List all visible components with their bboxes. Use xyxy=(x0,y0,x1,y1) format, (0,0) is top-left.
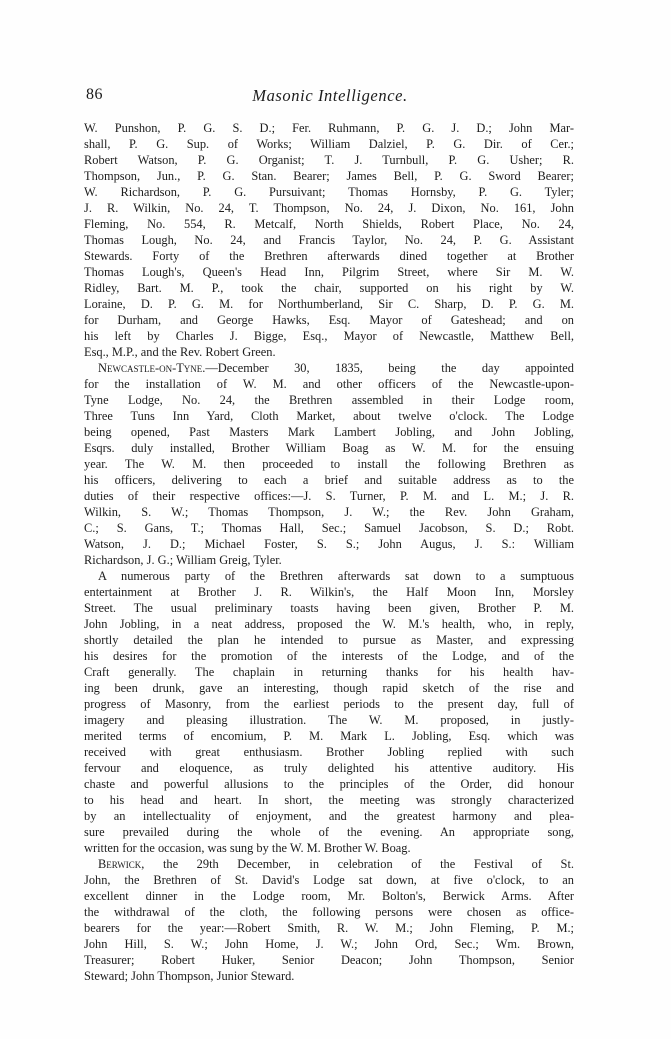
text-line: merited terms of encomium, P. M. Mark L. Jobling, Esq. which was xyxy=(84,729,574,743)
text-line: his desires for the promotion of the interests of the Lodge, and of the xyxy=(84,649,574,663)
text-line: shortly detailed the plan he intended to pursue as Master, and expressing xyxy=(84,633,574,647)
page-number: 86 xyxy=(86,86,103,103)
text-line: Esqrs. duly installed, Brother William Boag as W. M. for the ensuing xyxy=(84,441,574,455)
text-line: received with great enthusiasm. Brother Jobling replied with such xyxy=(84,745,574,759)
text-line: duties of their respective offices:—J. S. Turner, P. M. and L. M.; J. R. xyxy=(84,489,574,503)
text-line: Watson, J. D.; Michael Foster, S. S.; John Augus, J. S.: William xyxy=(84,537,574,551)
text-line: his officers, delivering to each a brief and suitable address as to the xyxy=(84,473,574,487)
text-line: Richardson, J. G.; William Greig, Tyler. xyxy=(84,553,282,567)
text-line: Thomas Lough's, Queen's Head Inn, Pilgrim Street, where Sir M. W. xyxy=(84,265,574,279)
text-line: C.; S. Gans, T.; Thomas Hall, Sec.; Samuel Jacobson, S. D.; Robt. xyxy=(84,521,574,535)
text-line: Fleming, No. 554, R. Metcalf, North Shields, Robert Place, No. 24, xyxy=(84,217,574,231)
page-header xyxy=(86,86,574,110)
text-line: Newcastle-on-Tyne.—December 30, 1835, being the day appointed xyxy=(98,361,574,375)
paragraph-berwick xyxy=(84,856,574,984)
text-line: Wilkin, S. W.; Thomas Thompson, J. W.; the Rev. John Graham, xyxy=(84,505,574,519)
text-line: Thomas Lough, No. 24, and Francis Taylor, No. 24, P. G. Assistant xyxy=(84,233,574,247)
text-line: Berwick, the 29th December, in celebration of the Festival of St. xyxy=(98,857,574,871)
text-line: for the installation of W. M. and other officers of the Newcastle-upon- xyxy=(84,377,574,391)
text-line: fervour and eloquence, as truly delighted his attentive auditory. His xyxy=(84,761,574,775)
text-line: Craft generally. The chaplain in returning thanks for his health hav- xyxy=(84,665,574,679)
text-line: by an intellectuality of enjoyment, and the greatest harmony and plea- xyxy=(84,809,574,823)
text-line: W. Punshon, P. G. S. D.; Fer. Ruhmann, P. G. J. D.; John Mar- xyxy=(84,121,574,135)
text-line: John Hill, S. W.; John Home, J. W.; John Ord, Sec.; Wm. Brown, xyxy=(84,937,574,951)
running-title: Masonic Intelligence. xyxy=(252,86,408,105)
text-line: excellent dinner in the Lodge room, Mr. Bolton's, Berwick Arms. After xyxy=(84,889,574,903)
text-line: shall, P. G. Sup. of Works; William Dalziel, P. G. Dir. of Cer.; xyxy=(84,137,574,151)
text-line: Esq., M.P., and the Rev. Robert Green. xyxy=(84,345,276,359)
text-line: for Durham, and George Hawks, Esq. Mayor of Gateshead; and on xyxy=(84,313,574,327)
text-line: Ridley, Bart. M. P., took the chair, supported on his right by W. xyxy=(84,281,574,295)
text-line: Steward; John Thompson, Junior Steward. xyxy=(84,969,295,983)
text-line: Stewards. Forty of the Brethren afterwards dined together at Brother xyxy=(84,249,574,263)
text-line: W. Richardson, P. G. Pursuivant; Thomas Hornsby, P. G. Tyler; xyxy=(84,185,574,199)
paragraph-newcastle-installation xyxy=(84,360,574,568)
paragraph-newcastle-dinner xyxy=(84,568,574,856)
text-line: Street. The usual preliminary toasts having been given, Brother P. M. xyxy=(84,601,574,615)
text-line: the withdrawal of the cloth, the following persons were chosen as office- xyxy=(84,905,574,919)
text-line: Robert Watson, P. G. Organist; T. J. Turnbull, P. G. Usher; R. xyxy=(84,153,574,167)
text-line: bearers for the year:—Robert Smith, R. W. M.; John Fleming, P. M.; xyxy=(84,921,574,935)
text-line: imagery and pleasing illustration. The W. M. proposed, in justly- xyxy=(84,713,574,727)
text-line: Three Tuns Inn Yard, Cloth Market, about twelve o'clock. The Lodge xyxy=(84,409,574,423)
text-line: written for the occasion, was sung by the W. M. Brother W. Boag. xyxy=(84,841,411,855)
paragraph-procession-list xyxy=(84,120,574,360)
text-line: John, the Brethren of St. David's Lodge sat down, at five o'clock, to an xyxy=(84,873,574,887)
text-line: John Jobling, in a neat address, proposed the W. M.'s health, who, in reply, xyxy=(84,617,574,631)
text-line: A numerous party of the Brethren afterwards sat down to a sumptuous xyxy=(98,569,574,583)
text-line: Treasurer; Robert Huker, Senior Deacon; John Thompson, Senior xyxy=(84,953,574,967)
text-line: progress of Masonry, from the earliest periods to the present day, full of xyxy=(84,697,574,711)
text-line: entertainment at Brother J. R. Wilkin's, the Half Moon Inn, Morsley xyxy=(84,585,574,599)
text-line: ing been drunk, gave an interesting, though rapid sketch of the rise and xyxy=(84,681,574,695)
text-line: Loraine, D. P. G. M. for Northumberland, Sir C. Sharp, D. P. G. M. xyxy=(84,297,574,311)
text-line: chaste and powerful allusions to the principles of the Order, did honour xyxy=(84,777,574,791)
text-line: J. R. Wilkin, No. 24, T. Thompson, No. 24, J. Dixon, No. 161, John xyxy=(84,201,574,215)
text-line: his left by Charles J. Bigge, Esq., Mayor of Newcastle, Matthew Bell, xyxy=(84,329,574,343)
text-line: year. The W. M. then proceeded to install the following Brethren as xyxy=(84,457,574,471)
text-line: to his head and heart. In short, the meeting was strongly characterized xyxy=(84,793,574,807)
article-body xyxy=(84,120,574,984)
text-line: sure prevailed during the whole of the evening. An appropriate song, xyxy=(84,825,574,839)
text-line: Thompson, Jun., P. G. Stan. Bearer; James Bell, P. G. Sword Bearer; xyxy=(84,169,574,183)
text-line: Tyne Lodge, No. 24, the Brethren assembled in their Lodge room, xyxy=(84,393,574,407)
text-line: being opened, Past Masters Mark Lambert Jobling, and John Jobling, xyxy=(84,425,574,439)
